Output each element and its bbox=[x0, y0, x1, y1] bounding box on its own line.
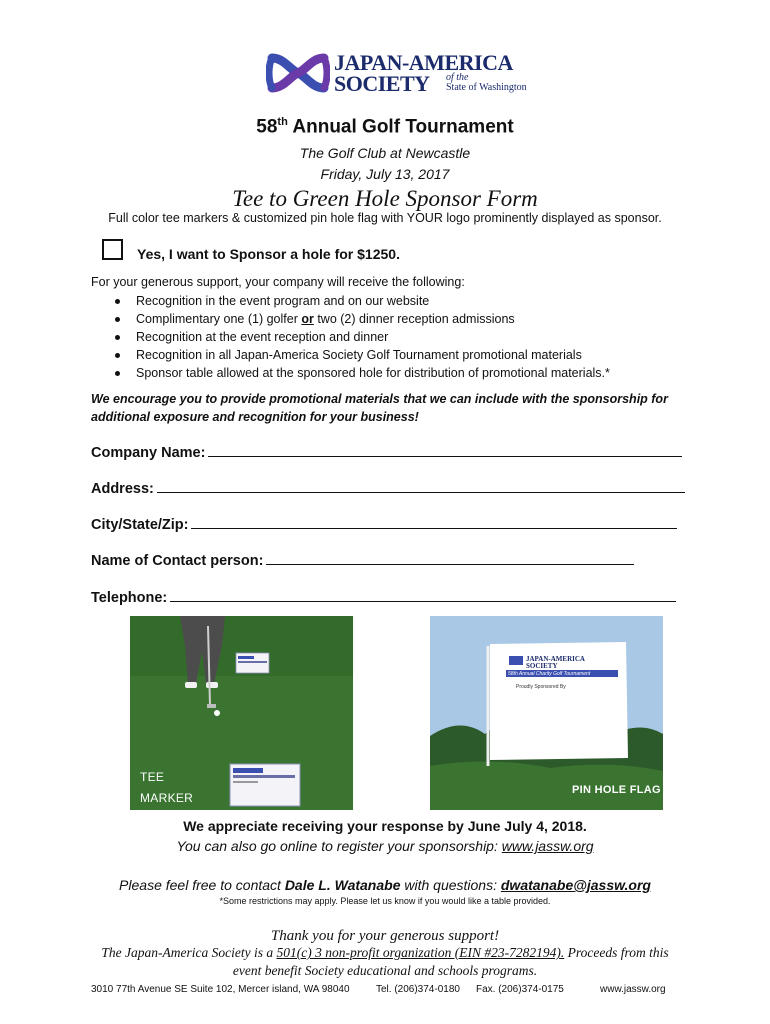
title-text: Annual Golf Tournament bbox=[287, 116, 514, 138]
nonprofit-note bbox=[60, 944, 710, 980]
encourage-line2: additional exposure and recognition for your business! bbox=[91, 410, 419, 424]
contact-person-input[interactable] bbox=[266, 550, 634, 565]
benefit-text: two (2) dinner reception admissions bbox=[313, 312, 515, 326]
restrictions-note: *Some restrictions may apply. Please let us know if you would like a table provided. bbox=[219, 896, 551, 906]
society-logo bbox=[266, 46, 527, 100]
tee-marker-photo bbox=[130, 616, 353, 810]
address-field bbox=[91, 478, 685, 497]
benefit-text: Sponsor table allowed at the sponsored hole for distribution of promotional materials.* bbox=[136, 366, 610, 380]
flag-caption: PIN HOLE FLAG bbox=[572, 784, 661, 796]
online-registration bbox=[0, 838, 770, 854]
website-link[interactable]: www.jassw.org bbox=[501, 838, 594, 854]
title-ordinal: th bbox=[277, 116, 288, 128]
contact-name: Dale L. Watanabe bbox=[284, 877, 401, 893]
event-date: Friday, July 13, 2017 bbox=[320, 166, 450, 182]
logo-of-the: of the bbox=[446, 72, 469, 83]
address-input[interactable] bbox=[157, 478, 685, 493]
knot-logo-icon bbox=[266, 48, 330, 98]
company-name-label: Company Name: bbox=[91, 445, 206, 461]
flag-illustration bbox=[430, 616, 663, 810]
online-text: You can also go online to register your sponsorship: bbox=[176, 838, 502, 854]
flag-logo-line2: SOCIETY bbox=[526, 662, 558, 670]
sponsor-checkbox-label: Yes, I want to Sponsor a hole for $1250. bbox=[137, 246, 400, 262]
tee-caption-line2: MARKER bbox=[140, 791, 194, 805]
benefit-text: Recognition in the event program and on our website bbox=[136, 294, 430, 308]
logo-state: State of Washington bbox=[446, 82, 527, 93]
encourage-line1: We encourage you to provide promotional materials that we can include with the sponsorship for bbox=[91, 392, 668, 406]
sponsor-checkbox[interactable] bbox=[102, 239, 123, 260]
footer-tel: Tel. (206)374-0180 bbox=[376, 984, 460, 995]
list-item bbox=[91, 292, 610, 310]
logo-subtext bbox=[446, 73, 527, 93]
city-state-zip-field bbox=[91, 514, 677, 533]
contact-person-field bbox=[91, 550, 634, 569]
response-deadline: We appreciate receiving your response by June July 4, 2018. bbox=[183, 818, 587, 834]
contact-person-label: Name of Contact person: bbox=[91, 553, 264, 569]
address-label: Address: bbox=[91, 481, 154, 497]
bullet-icon bbox=[115, 335, 120, 340]
logo-text-line2: SOCIETY bbox=[334, 71, 430, 96]
pin-flag-photo bbox=[430, 616, 663, 810]
list-item bbox=[91, 346, 610, 364]
bullet-icon bbox=[115, 317, 120, 322]
contact-line bbox=[0, 877, 770, 893]
footer-address: 3010 77th Avenue SE Suite 102, Mercer island, WA 98040 bbox=[91, 984, 350, 995]
nonprofit-text-post: Proceeds from this bbox=[564, 945, 669, 960]
benefit-text: Recognition at the event reception and dinner bbox=[136, 330, 389, 344]
page-title bbox=[0, 116, 770, 138]
footer-fax: Fax. (206)374-0175 bbox=[476, 984, 564, 995]
encourage-note bbox=[91, 390, 691, 426]
tee-caption-line1: TEE bbox=[140, 770, 165, 784]
benefit-text: Recognition in all Japan-America Society Golf Tournament promotional materials bbox=[136, 348, 582, 362]
company-name-input[interactable] bbox=[208, 442, 682, 457]
benefits-intro: For your generous support, your company will receive the following: bbox=[91, 275, 465, 289]
city-state-zip-label: City/State/Zip: bbox=[91, 517, 189, 533]
contact-text-mid: with questions: bbox=[400, 877, 501, 893]
flag-sponsored-text: Proudly Sponsored By bbox=[516, 684, 566, 690]
title-number: 58 bbox=[256, 116, 278, 138]
benefits-list bbox=[91, 292, 610, 382]
nonprofit-link[interactable]: 501(c) 3 non-profit organization (EIN #23-7282194). bbox=[276, 945, 565, 960]
footer-web[interactable]: www.jassw.org bbox=[600, 984, 666, 995]
bullet-icon bbox=[115, 353, 120, 358]
telephone-input[interactable] bbox=[170, 587, 676, 602]
nonprofit-text: The Japan-America Society is a bbox=[101, 945, 277, 960]
telephone-label: Telephone: bbox=[91, 590, 168, 606]
telephone-field bbox=[91, 587, 676, 606]
thank-you: Thank you for your generous support! bbox=[270, 928, 500, 944]
list-item bbox=[91, 328, 610, 346]
bullet-icon bbox=[115, 371, 120, 376]
contact-text: Please feel free to contact bbox=[119, 877, 285, 893]
list-item bbox=[91, 310, 610, 328]
logo-text-line1: JAPAN-AMERICA bbox=[334, 50, 513, 75]
company-name-field bbox=[91, 442, 682, 461]
benefit-text: Complimentary one (1) golfer bbox=[136, 312, 302, 326]
venue: The Golf Club at Newcastle bbox=[299, 145, 471, 161]
flag-logo-text bbox=[526, 656, 585, 670]
bullet-icon bbox=[115, 299, 120, 304]
email-link[interactable]: dwatanabe@jassw.org bbox=[500, 877, 651, 893]
flag-banner: 58th Annual Charity Golf Tournament bbox=[508, 671, 591, 677]
form-subtitle: Full color tee markers & customized pin hole flag with YOUR logo prominently displayed as sponsor. bbox=[108, 211, 662, 225]
benefit-or: or bbox=[301, 312, 314, 326]
list-item bbox=[91, 364, 610, 382]
nonprofit-line2: event benefit Society educational and schools programs. bbox=[232, 963, 538, 978]
city-state-zip-input[interactable] bbox=[191, 514, 677, 529]
form-title: Tee to Green Hole Sponsor Form bbox=[232, 186, 538, 211]
flag-logo-line1: JAPAN-AMERICA bbox=[526, 655, 585, 663]
